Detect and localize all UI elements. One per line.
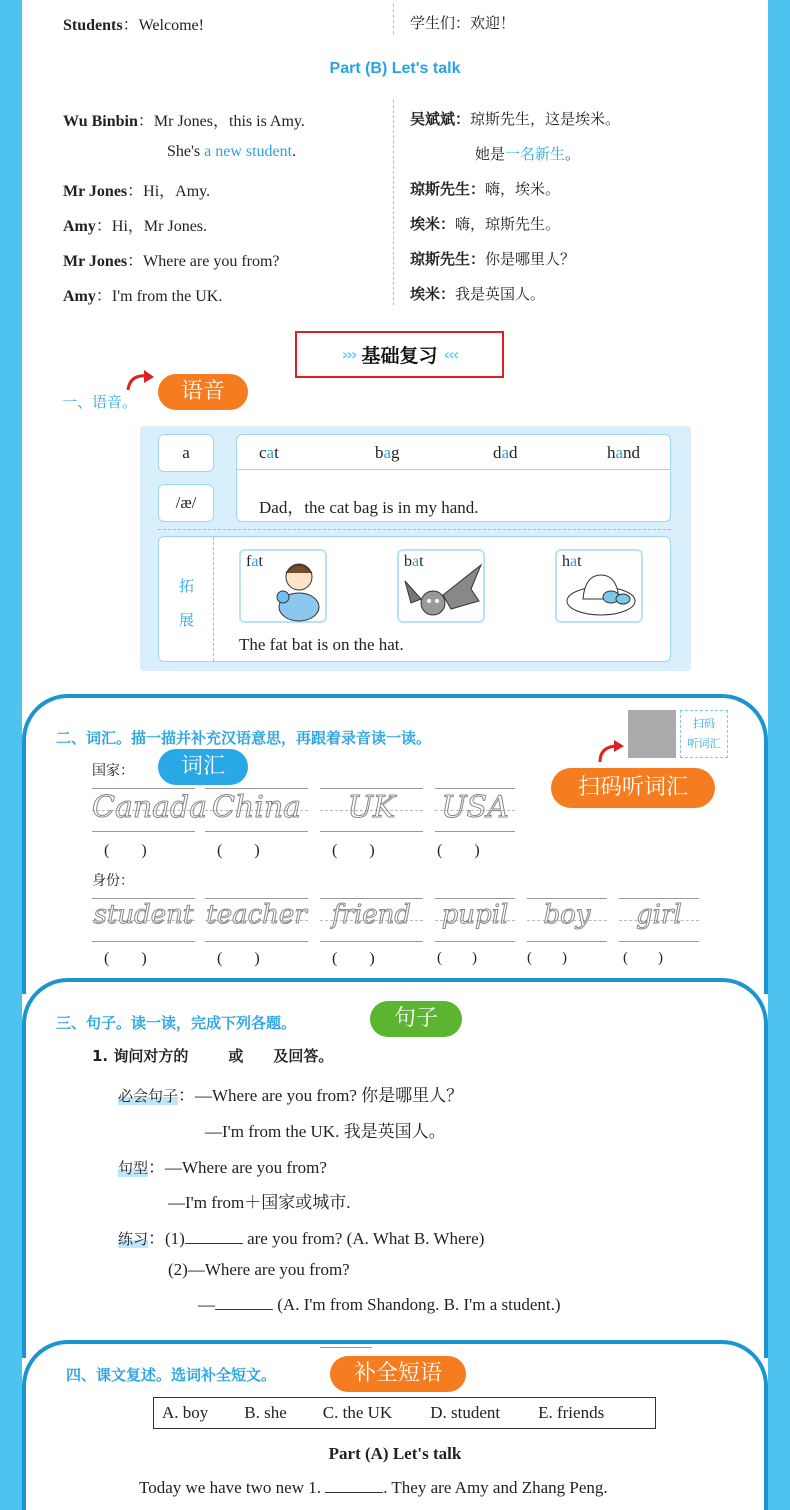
letter-cell: a (158, 434, 214, 472)
dialogue-line-zh: 埃米：嗨，琼斯先生。 (410, 215, 561, 233)
curved-arrow-icon (122, 368, 158, 392)
answer-blank[interactable] (325, 1479, 383, 1493)
curved-arrow-icon (594, 738, 628, 764)
bat-picture (397, 549, 485, 623)
phonics-word: bag (375, 443, 400, 462)
must-sentence-1: 必会句子：—Where are you from? 你是哪里人？ (118, 1086, 464, 1105)
pill-phonics: 语音 (158, 374, 248, 410)
word-option: D. student (430, 1403, 501, 1422)
answer-paren[interactable]: ( ) (104, 842, 147, 859)
boy-eating-icon (267, 557, 327, 621)
pill-sentence: 句子 (370, 1001, 462, 1037)
phonics-word: cat (259, 443, 279, 462)
answer-paren[interactable]: ( ) (527, 950, 567, 966)
hat-picture (555, 549, 643, 623)
column-divider (393, 4, 394, 34)
column-divider (393, 100, 394, 305)
answer-blank[interactable] (215, 1296, 273, 1310)
trace-word: girl (619, 898, 699, 942)
phonics-word: dad (493, 443, 518, 462)
scan-pill[interactable]: 扫码听词汇 (551, 768, 715, 808)
phonics-sentence: Dad，the cat bag is in my hand. (259, 498, 479, 517)
pattern-2: —I'm from＋国家或城市. (168, 1193, 351, 1212)
phonics-word: hand (607, 443, 641, 462)
identity-label: 身份： (92, 873, 134, 889)
answer-paren[interactable]: ( ) (104, 950, 147, 967)
trace-word: student (92, 898, 195, 942)
dialogue-line: Amy：Hi，Mr Jones. (63, 218, 208, 235)
dashed-divider (158, 529, 671, 530)
answer-paren[interactable]: ( ) (332, 950, 375, 967)
divider (237, 469, 670, 470)
question-1: 1. 询问对方的 或 及回答。 (92, 1047, 334, 1065)
dialogue-top-zh: 学生们：欢迎！ (410, 14, 516, 32)
chevron-right-icon: ››› (341, 345, 356, 364)
phonics-panel (140, 426, 691, 671)
trace-word: China (205, 788, 308, 832)
dialogue-line: Mr Jones：Hi，Amy. (63, 183, 211, 200)
part-a-title: Part (A) Let's talk (328, 1444, 462, 1463)
extend-cell (158, 536, 671, 662)
pill-complete: 补全短语 (330, 1356, 466, 1392)
pattern-1: 句型：—Where are you from? (118, 1158, 327, 1177)
word-option: A. boy (162, 1403, 209, 1422)
answer-paren[interactable]: ( ) (217, 842, 260, 859)
review-title-box (295, 331, 504, 378)
section2-heading: 二、词汇。描一描并补充汉语意思，再跟着录音读一读。 (56, 729, 432, 747)
dialogue-line-zh: 琼斯先生：嗨，埃米。 (410, 180, 561, 198)
extend-label: 拓 展 (179, 577, 195, 629)
country-label: 国家： (92, 763, 134, 779)
dialogue-line: She's a new student. (167, 143, 297, 160)
word-option: C. the UK (322, 1403, 393, 1422)
dialogue-line-zh: 吴斌斌：琼斯先生，这是埃米。 (410, 110, 621, 128)
extend-sentence: The fat bat is on the hat. (239, 635, 404, 654)
pic-word: bat (404, 553, 424, 570)
word-option: B. she (244, 1403, 287, 1422)
dialogue-line: Mr Jones：Where are you from? (63, 253, 280, 270)
answer-paren[interactable]: ( ) (217, 950, 260, 967)
dialogue-line-zh: 琼斯先生：你是哪里人？ (410, 250, 576, 268)
decor-line (320, 1347, 372, 1348)
pill-vocab: 词汇 (158, 749, 248, 785)
review-title: 基础复习 (361, 345, 438, 367)
section3-heading: 三、句子。读一读，完成下列各题。 (56, 1014, 297, 1032)
practice-2: (2)—Where are you from? (168, 1260, 350, 1279)
chevron-left-icon: ‹‹‹ (443, 345, 458, 364)
answer-paren[interactable]: ( ) (332, 842, 375, 859)
answer-paren[interactable]: ( ) (437, 950, 477, 966)
answer-paren[interactable]: ( ) (623, 950, 663, 966)
must-sentence-2: —I'm from the UK. 我是英国人。 (205, 1122, 446, 1141)
trace-word: UK (320, 788, 423, 832)
pic-word: fat (246, 553, 263, 570)
trace-word: USA (435, 788, 515, 832)
trace-word: pupil (435, 898, 515, 942)
answer-paren[interactable]: ( ) (437, 842, 480, 859)
ipa-cell: /æ/ (158, 484, 214, 522)
word-option: E. friends (538, 1403, 605, 1422)
fat-picture (239, 549, 327, 623)
answer-blank[interactable] (185, 1230, 243, 1244)
practice-1: 练习：(1) are you from? (A. What B. Where) (118, 1229, 485, 1248)
qr-code[interactable] (628, 710, 676, 758)
dialogue-line-zh: 她是一名新生。 (475, 145, 581, 163)
dialogue-line: Wu Binbin：Mr Jones，this is Amy. (63, 113, 305, 130)
dialogue-line-zh: 埃米：我是英国人。 (410, 285, 546, 303)
divider (213, 537, 214, 661)
pic-word: hat (562, 553, 582, 570)
trace-word: friend (320, 898, 423, 942)
section1-heading: 一、语音。 (62, 393, 138, 411)
trace-word: Canada (92, 788, 195, 832)
trace-word: boy (527, 898, 607, 942)
dialogue-line: Amy：I'm from the UK. (63, 288, 223, 305)
word-bank (153, 1397, 656, 1429)
qr-label: 扫码 听词汇 (680, 710, 728, 758)
trace-word: teacher (205, 898, 308, 942)
practice-2-answer: — (A. I'm from Shandong. B. I'm a student.) (198, 1295, 561, 1314)
retell-text: Today we have two new 1. . They are Amy and Zhang Peng. (139, 1478, 608, 1497)
words-cell (236, 434, 671, 522)
hat-icon (561, 565, 641, 619)
bat-icon (401, 559, 483, 621)
section4-heading: 四、课文复述。选词补全短文。 (66, 1366, 277, 1384)
part-b-title: Part (B) Let's talk (329, 60, 461, 77)
dialogue-top-en: Students：Welcome! (63, 17, 204, 34)
